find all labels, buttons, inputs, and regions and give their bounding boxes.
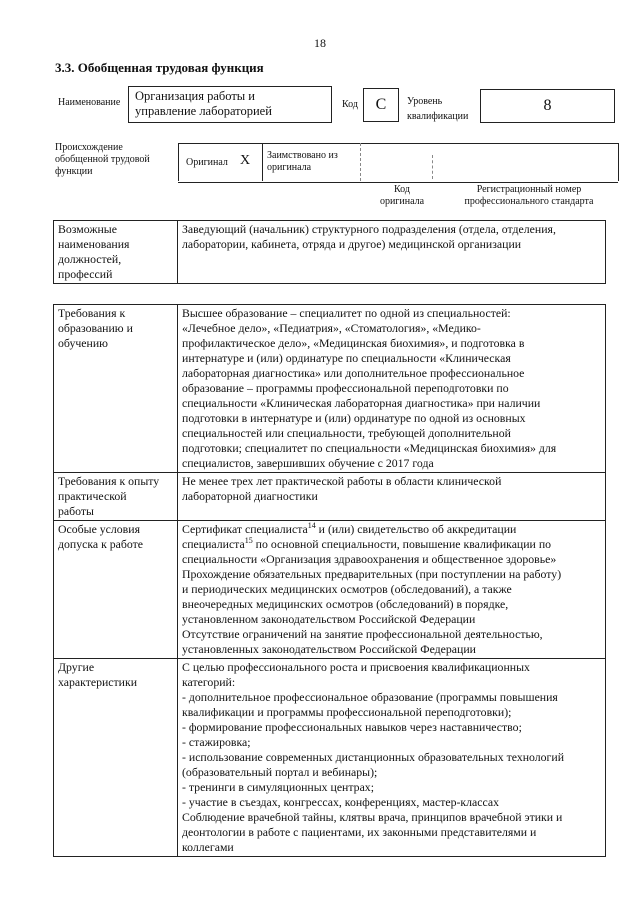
requirement-value-line: - использование современных дистанционных образовательных технологий <box>182 750 565 764</box>
requirement-value-line: профилактическое дело», «Медицинская биохимия», и подготовка в <box>182 336 525 350</box>
origin-frame-left <box>178 143 179 181</box>
requirement-value <box>178 473 606 521</box>
name-value-line: управление лабораторией <box>135 104 272 118</box>
code-original-caption <box>372 184 432 208</box>
requirement-value-line: специалистов, завершивших обучение с 2017 года <box>182 456 434 470</box>
origin-label-line: функции <box>55 166 93 177</box>
table-row <box>54 221 606 284</box>
requirement-value-line: «Лечебное дело», «Педиатрия», «Стоматология», «Медико- <box>182 321 481 335</box>
requirement-label-line: Требования к <box>58 306 126 320</box>
positions-label-line: должностей, <box>58 252 122 266</box>
origin-divider-dashed <box>432 155 433 179</box>
table-row <box>54 521 606 659</box>
requirement-value-line: и периодических медицинских осмотров (обследований), а также <box>182 582 512 596</box>
section-title: 3.3. Обобщенная трудовая функция <box>55 60 264 75</box>
level-label-line: Уровень <box>407 96 443 107</box>
requirement-value-line: - дополнительное профессиональное образование (программы повышения <box>182 690 558 704</box>
text-run: и (или) свидетельство об аккредитации <box>315 522 517 536</box>
requirement-value-line: установленном законодательством Российской Федерации <box>182 612 476 626</box>
requirement-value-line: подготовки в интернатуре и (или) ординатуре по одной из основных <box>182 411 526 425</box>
footnote-ref: 14 <box>307 521 316 531</box>
text-run: по основной специальности, повышение квалификации по <box>252 537 552 551</box>
code-value: С <box>363 88 399 122</box>
requirement-label-line: Особые условия <box>58 522 140 536</box>
origin-frame-right <box>618 143 619 181</box>
requirement-value-line: Высшее образование – специалитет по одной из специальностей: <box>182 306 511 320</box>
page-number: 18 <box>314 36 326 50</box>
borrowed-label <box>267 150 338 174</box>
requirements-body <box>54 305 606 857</box>
origin-divider <box>262 143 263 181</box>
code-original-caption-line: Код <box>394 184 410 195</box>
requirement-value-line: - формирование профессиональных навыков через наставничество; <box>182 720 522 734</box>
requirement-value-line: - тренинги в симуляционных центрах; <box>182 780 374 794</box>
requirement-value-line <box>182 537 601 552</box>
level-label <box>407 94 468 124</box>
name-label: Наименование <box>58 97 121 108</box>
borrowed-label-line: оригинала <box>267 162 312 173</box>
origin-label <box>55 142 150 178</box>
requirement-label-line: работы <box>58 504 94 518</box>
requirement-label <box>54 521 178 659</box>
text-run: Сертификат специалиста <box>182 522 308 536</box>
positions-value-line: Заведующий (начальник) структурного подразделения (отдела, отделения, <box>182 222 556 236</box>
requirement-value-line: С целью профессионального роста и присвоения квалификационных <box>182 660 530 674</box>
requirement-label-line: обучению <box>58 336 108 350</box>
requirement-value-line: подготовки; специалитет по специальности «Медицинская биохимия» для <box>182 441 557 455</box>
footnote-ref: 15 <box>244 536 253 546</box>
text-run: специалиста <box>182 537 245 551</box>
original-label: Оригинал <box>186 157 228 168</box>
requirement-value-line: Не менее трех лет практической работы в области клинической <box>182 474 502 488</box>
requirement-value-line: интернатуре и (или) ординатуре по специальности «Клиническая <box>182 351 511 365</box>
table-row <box>54 473 606 521</box>
requirement-value <box>178 659 606 857</box>
positions-label-line: Возможные <box>58 222 117 236</box>
requirements-table <box>53 304 606 857</box>
level-value: 8 <box>480 89 615 123</box>
requirement-label-line: Другие <box>58 660 95 674</box>
requirement-value-line: (образовательный портал и вебинары); <box>182 765 378 779</box>
code-original-caption-line: оригинала <box>379 196 425 207</box>
level-label-line: квалификации <box>407 111 469 122</box>
positions-table <box>53 220 606 284</box>
reg-number-caption <box>440 184 618 208</box>
requirement-value-line: квалификации и программы профессиональной переподготовки); <box>182 705 512 719</box>
requirement-label-line: практической <box>58 489 127 503</box>
table-row <box>54 305 606 473</box>
requirement-value-line: Прохождение обязательных предварительных (при поступлении на работу) <box>182 567 562 581</box>
positions-label <box>54 221 178 284</box>
requirement-value <box>178 305 606 473</box>
name-value-line: Организация работы и <box>135 89 255 103</box>
positions-value-line: лаборатории, кабинета, отряда и другое) медицинской организации <box>182 237 522 251</box>
requirement-label <box>54 305 178 473</box>
origin-divider-dashed <box>360 143 361 181</box>
requirement-label-line: характеристики <box>58 675 138 689</box>
reg-number-caption-line: Регистрационный номер <box>476 184 582 195</box>
requirement-value-line: лабораторной диагностики <box>182 489 318 503</box>
requirement-value-line: Соблюдение врачебной тайны, клятвы врача, принципов врачебной этики и <box>182 810 563 824</box>
requirement-value-line: специальности «Организация здравоохранения и общественное здоровье» <box>182 552 557 566</box>
requirement-value-line: специальностей или специальности, требующей дополнительной <box>182 426 511 440</box>
requirement-value-line: - стажировка; <box>182 735 251 749</box>
requirement-value-line: категорий: <box>182 675 236 689</box>
table-row <box>54 659 606 857</box>
positions-label-line: профессий <box>58 267 113 281</box>
borrowed-label-line: Заимствовано из <box>267 150 338 161</box>
requirement-value-line: образование – программы профессиональной переподготовки по <box>182 381 509 395</box>
requirement-value-line: деонтологии в работе с пациентами, их законными представителями и <box>182 825 537 839</box>
requirement-value-line: - участие в съездах, конгрессах, конференциях, мастер-классах <box>182 795 500 809</box>
positions-value <box>178 221 606 284</box>
origin-label-line: Происхождение <box>55 142 123 153</box>
requirement-value-line: специальности «Клиническая лабораторная диагностика» при наличии <box>182 396 541 410</box>
requirement-value-line: коллегами <box>182 840 234 854</box>
requirement-value-line: внеочередных медицинских осмотров (обследований) в порядке, <box>182 597 509 611</box>
positions-label-line: наименования <box>58 237 130 251</box>
requirement-label-line: допуска к работе <box>58 537 144 551</box>
name-value <box>128 86 332 123</box>
requirement-label-line: Требования к опыту <box>58 474 160 488</box>
requirement-value-line <box>182 522 601 537</box>
reg-number-caption-line: профессионального стандарта <box>464 196 594 207</box>
code-label: Код <box>342 99 358 110</box>
requirement-label <box>54 473 178 521</box>
requirement-value-line: лабораторная диагностика» или дополнительное профессиональное <box>182 366 525 380</box>
requirement-value-line: Отсутствие ограничений на занятие профессиональной деятельностью, <box>182 627 543 641</box>
requirement-label-line: образованию и <box>58 321 133 335</box>
requirement-value-line: установленных законодательством Российской Федерации <box>182 642 476 656</box>
requirement-value <box>178 521 606 659</box>
original-mark: Х <box>240 153 251 168</box>
origin-label-line: обобщенной трудовой <box>55 154 150 165</box>
requirement-label <box>54 659 178 857</box>
